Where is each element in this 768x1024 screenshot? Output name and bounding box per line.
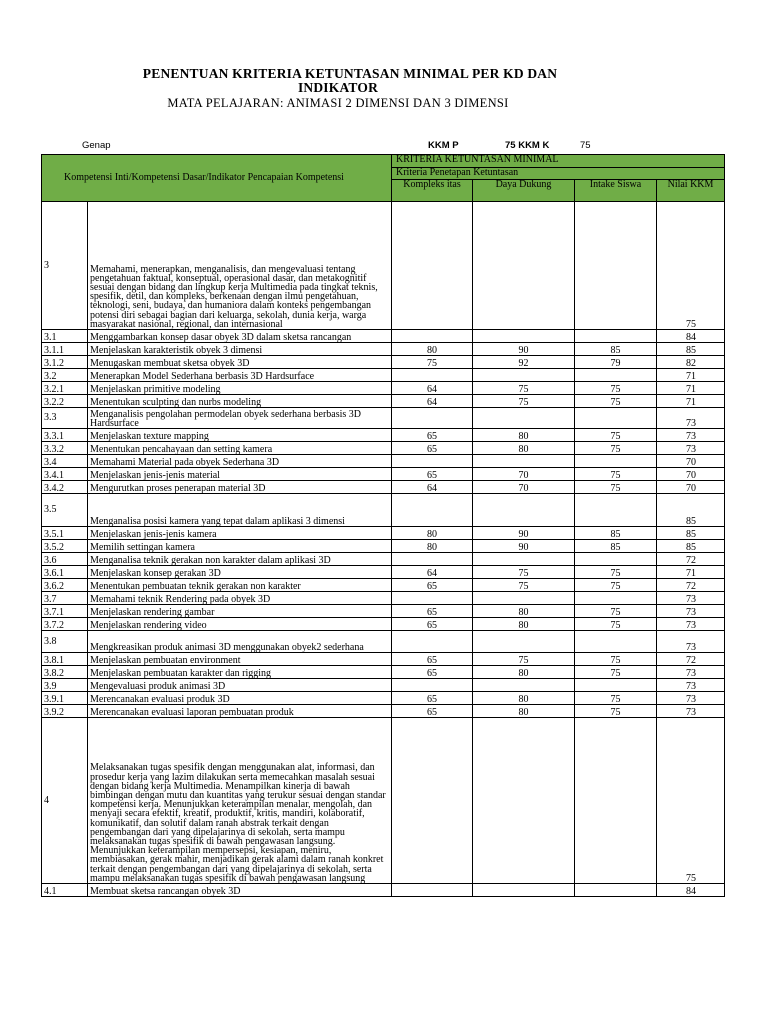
row-nilai-kkm: 73 xyxy=(657,692,725,705)
row-code: 3.7 xyxy=(42,592,88,605)
row-kompleksitas: 65 xyxy=(392,468,473,481)
row-daya-dukung xyxy=(473,330,575,343)
table-row xyxy=(42,395,725,408)
table-row xyxy=(42,705,725,718)
row-kompleksitas xyxy=(392,330,473,343)
row-intake-siswa: 75 xyxy=(575,382,657,395)
row-kompleksitas: 64 xyxy=(392,382,473,395)
row-description: Menentukan sculpting dan nurbs modeling xyxy=(88,395,392,408)
row-code: 3.2.2 xyxy=(42,395,88,408)
table-row xyxy=(42,468,725,481)
row-kompleksitas: 65 xyxy=(392,605,473,618)
table-row xyxy=(42,692,725,705)
table-row xyxy=(42,494,725,527)
row-daya-dukung: 90 xyxy=(473,540,575,553)
row-intake-siswa xyxy=(575,330,657,343)
row-intake-siswa xyxy=(575,884,657,897)
row-daya-dukung xyxy=(473,369,575,382)
row-daya-dukung xyxy=(473,202,575,330)
header-kompleksitas: Kompleks itas xyxy=(392,180,473,202)
row-intake-siswa: 75 xyxy=(575,442,657,455)
table-row xyxy=(42,605,725,618)
row-daya-dukung: 75 xyxy=(473,653,575,666)
table-row xyxy=(42,566,725,579)
row-nilai-kkm: 73 xyxy=(657,679,725,692)
row-code: 3.5.1 xyxy=(42,527,88,540)
row-code: 3.1.1 xyxy=(42,343,88,356)
row-nilai-kkm: 70 xyxy=(657,455,725,468)
row-daya-dukung: 90 xyxy=(473,343,575,356)
row-nilai-kkm: 73 xyxy=(657,666,725,679)
header-daya-dukung: Daya Dukung xyxy=(473,180,575,202)
kkm-k-value: 75 xyxy=(580,140,591,151)
row-code: 3.3 xyxy=(42,408,88,429)
table-row xyxy=(42,579,725,592)
row-daya-dukung: 92 xyxy=(473,356,575,369)
row-daya-dukung xyxy=(473,718,575,884)
row-code: 4.1 xyxy=(42,884,88,897)
row-daya-dukung: 75 xyxy=(473,382,575,395)
kkm-p-label: KKM P xyxy=(428,140,459,151)
row-nilai-kkm: 70 xyxy=(657,468,725,481)
row-kompleksitas xyxy=(392,679,473,692)
row-intake-siswa xyxy=(575,455,657,468)
row-intake-siswa: 85 xyxy=(575,343,657,356)
row-kompleksitas: 65 xyxy=(392,579,473,592)
row-description: Menganalisa teknik gerakan non karakter dalam aplikasi 3D xyxy=(88,553,392,566)
row-description: Membuat sketsa rancangan obyek 3D xyxy=(88,884,392,897)
row-kompleksitas: 80 xyxy=(392,343,473,356)
row-code: 3 xyxy=(42,202,88,330)
row-code: 3.2.1 xyxy=(42,382,88,395)
row-nilai-kkm: 85 xyxy=(657,494,725,527)
row-daya-dukung: 80 xyxy=(473,692,575,705)
row-nilai-kkm: 72 xyxy=(657,553,725,566)
row-code: 3.4.1 xyxy=(42,468,88,481)
row-daya-dukung: 80 xyxy=(473,705,575,718)
row-daya-dukung: 90 xyxy=(473,527,575,540)
row-nilai-kkm: 72 xyxy=(657,653,725,666)
header-kompetensi: Kompetensi Inti/Kompetensi Dasar/Indikator Pencapaian Kompetensi xyxy=(42,155,392,202)
row-kompleksitas: 80 xyxy=(392,527,473,540)
row-daya-dukung: 75 xyxy=(473,566,575,579)
row-description: Menjelaskan jenis-jenis material xyxy=(88,468,392,481)
row-nilai-kkm: 73 xyxy=(657,429,725,442)
row-intake-siswa: 75 xyxy=(575,481,657,494)
row-kompleksitas: 65 xyxy=(392,442,473,455)
row-code: 3.5.2 xyxy=(42,540,88,553)
row-kompleksitas xyxy=(392,369,473,382)
table-row xyxy=(42,202,725,330)
row-nilai-kkm: 85 xyxy=(657,540,725,553)
table-row xyxy=(42,553,725,566)
row-description: Memahami Material pada obyek Sederhana 3D xyxy=(88,455,392,468)
row-daya-dukung: 70 xyxy=(473,468,575,481)
row-daya-dukung: 80 xyxy=(473,605,575,618)
row-intake-siswa: 85 xyxy=(575,540,657,553)
row-kompleksitas: 75 xyxy=(392,356,473,369)
row-description: Menentukan pembuatan teknik gerakan non karakter xyxy=(88,579,392,592)
table-row xyxy=(42,356,725,369)
row-kompleksitas: 64 xyxy=(392,395,473,408)
row-nilai-kkm: 73 xyxy=(657,705,725,718)
row-nilai-kkm: 73 xyxy=(657,408,725,429)
document-title: PENENTUAN KRITERIA KETUNTASAN MINIMAL PER KD DAN xyxy=(142,66,558,81)
row-kompleksitas xyxy=(392,718,473,884)
row-nilai-kkm: 85 xyxy=(657,343,725,356)
row-nilai-kkm: 85 xyxy=(657,527,725,540)
row-description: Memahami teknik Rendering pada obyek 3D xyxy=(88,592,392,605)
table-row xyxy=(42,540,725,553)
row-kompleksitas xyxy=(392,884,473,897)
row-daya-dukung: 80 xyxy=(473,442,575,455)
header-criteria-group: Kriteria Penetapan Ketuntasan xyxy=(392,168,725,180)
row-code: 3.2 xyxy=(42,369,88,382)
row-daya-dukung xyxy=(473,553,575,566)
row-description: Merencanakan evaluasi laporan pembuatan produk xyxy=(88,705,392,718)
table-row xyxy=(42,330,725,343)
row-code: 3.6.1 xyxy=(42,566,88,579)
row-kompleksitas xyxy=(392,408,473,429)
table-row xyxy=(42,653,725,666)
row-kompleksitas xyxy=(392,592,473,605)
row-description: Menjelaskan texture mapping xyxy=(88,429,392,442)
row-nilai-kkm: 73 xyxy=(657,442,725,455)
row-description: Menjelaskan konsep gerakan 3D xyxy=(88,566,392,579)
row-intake-siswa: 75 xyxy=(575,566,657,579)
row-daya-dukung: 75 xyxy=(473,395,575,408)
row-daya-dukung: 75 xyxy=(473,579,575,592)
row-description: Menerapkan Model Sederhana berbasis 3D Hardsurface xyxy=(88,369,392,382)
row-kompleksitas xyxy=(392,631,473,653)
row-intake-siswa: 75 xyxy=(575,579,657,592)
row-nilai-kkm: 82 xyxy=(657,356,725,369)
row-kompleksitas: 65 xyxy=(392,618,473,631)
row-intake-siswa xyxy=(575,202,657,330)
row-code: 3.4.2 xyxy=(42,481,88,494)
row-daya-dukung xyxy=(473,884,575,897)
table-row xyxy=(42,481,725,494)
row-intake-siswa: 75 xyxy=(575,653,657,666)
row-description: Mengurutkan proses penerapan material 3D xyxy=(88,481,392,494)
row-daya-dukung: 80 xyxy=(473,666,575,679)
row-kompleksitas xyxy=(392,202,473,330)
row-description: Menjelaskan pembuatan karakter dan rigging xyxy=(88,666,392,679)
table-row xyxy=(42,718,725,884)
row-daya-dukung xyxy=(473,408,575,429)
table-row xyxy=(42,408,725,429)
row-daya-dukung xyxy=(473,455,575,468)
row-code: 3.7.1 xyxy=(42,605,88,618)
row-nilai-kkm: 71 xyxy=(657,566,725,579)
row-nilai-kkm: 84 xyxy=(657,884,725,897)
row-description: Menjelaskan pembuatan environment xyxy=(88,653,392,666)
row-kompleksitas xyxy=(392,494,473,527)
row-description: Menugaskan membuat sketsa obyek 3D xyxy=(88,356,392,369)
table-row xyxy=(42,592,725,605)
row-intake-siswa: 75 xyxy=(575,618,657,631)
row-description: Menjelaskan rendering video xyxy=(88,618,392,631)
table-body xyxy=(42,202,725,897)
row-nilai-kkm: 73 xyxy=(657,605,725,618)
row-code: 3.9 xyxy=(42,679,88,692)
row-code: 3.3.1 xyxy=(42,429,88,442)
row-description: Menjelaskan primitive modeling xyxy=(88,382,392,395)
row-intake-siswa xyxy=(575,631,657,653)
row-description: Menganalisa posisi kamera yang tepat dalam aplikasi 3 dimensi xyxy=(88,494,392,527)
row-code: 4 xyxy=(42,718,88,884)
row-intake-siswa: 75 xyxy=(575,395,657,408)
row-kompleksitas: 65 xyxy=(392,666,473,679)
row-kompleksitas: 65 xyxy=(392,653,473,666)
row-nilai-kkm: 73 xyxy=(657,631,725,653)
table-row xyxy=(42,679,725,692)
table-row xyxy=(42,369,725,382)
row-daya-dukung xyxy=(473,679,575,692)
row-intake-siswa: 75 xyxy=(575,692,657,705)
row-nilai-kkm: 71 xyxy=(657,369,725,382)
row-code: 3.3.2 xyxy=(42,442,88,455)
row-intake-siswa: 75 xyxy=(575,429,657,442)
row-nilai-kkm: 75 xyxy=(657,202,725,330)
semester-label: Genap xyxy=(82,140,111,151)
row-nilai-kkm: 71 xyxy=(657,382,725,395)
kkm-table xyxy=(41,154,725,897)
row-kompleksitas: 65 xyxy=(392,429,473,442)
row-code: 3.4 xyxy=(42,455,88,468)
row-intake-siswa: 75 xyxy=(575,468,657,481)
row-description: Memilih settingan kamera xyxy=(88,540,392,553)
row-code: 3.8.2 xyxy=(42,666,88,679)
row-intake-siswa: 75 xyxy=(575,666,657,679)
row-kompleksitas: 64 xyxy=(392,566,473,579)
row-nilai-kkm: 75 xyxy=(657,718,725,884)
row-description: Memahami, menerapkan, menganalisis, dan mengevaluasi tentang pengetahuan faktual, konseptual, operasional dasar, dan metakognitif sesuai dengan bidang dan lingkup kerja Multimedia pada tingkat teknis, spesifik, detil, dan kompleks, berkenaan dengan ilmu pengetahuan, teknologi, seni, budaya, dan humaniora dalam konteks pengembangan potensi diri sebagai bagian dari keluarga, sekolah, dunia kerja, warga masyarakat nasional, regional, dan internasional xyxy=(88,202,392,330)
row-kompleksitas: 64 xyxy=(392,481,473,494)
row-nilai-kkm: 84 xyxy=(657,330,725,343)
row-daya-dukung xyxy=(473,494,575,527)
row-intake-siswa xyxy=(575,494,657,527)
row-daya-dukung: 80 xyxy=(473,618,575,631)
table-row xyxy=(42,884,725,897)
row-intake-siswa: 75 xyxy=(575,605,657,618)
row-code: 3.6.2 xyxy=(42,579,88,592)
table-row xyxy=(42,666,725,679)
table-row xyxy=(42,429,725,442)
row-daya-dukung: 70 xyxy=(473,481,575,494)
row-code: 3.7.2 xyxy=(42,618,88,631)
row-code: 3.1.2 xyxy=(42,356,88,369)
row-nilai-kkm: 73 xyxy=(657,592,725,605)
row-code: 3.8.1 xyxy=(42,653,88,666)
table-row xyxy=(42,343,725,356)
row-description: Menganalisis pengolahan permodelan obyek sederhana berbasis 3D Hardsurface xyxy=(88,408,392,429)
table-row xyxy=(42,527,725,540)
row-description: Menjelaskan karakteristik obyek 3 dimensi xyxy=(88,343,392,356)
document-title-line2: INDIKATOR xyxy=(297,80,379,95)
header-kkm-group: KRITERIA KETUNTASAN MINIMAL xyxy=(392,155,725,168)
row-code: 3.1 xyxy=(42,330,88,343)
table-row xyxy=(42,618,725,631)
header-intake-siswa: Intake Siswa xyxy=(575,180,657,202)
table-row xyxy=(42,442,725,455)
row-kompleksitas xyxy=(392,553,473,566)
row-kompleksitas: 65 xyxy=(392,705,473,718)
row-code: 3.6 xyxy=(42,553,88,566)
document-subtitle: MATA PELAJARAN: ANIMASI 2 DIMENSI DAN 3 DIMENSI xyxy=(167,96,509,110)
table-row xyxy=(42,382,725,395)
row-daya-dukung xyxy=(473,631,575,653)
row-code: 3.8 xyxy=(42,631,88,653)
row-description: Mengevaluasi produk animasi 3D xyxy=(88,679,392,692)
kkm-k-label: 75 KKM K xyxy=(505,140,550,151)
row-daya-dukung: 80 xyxy=(473,429,575,442)
row-intake-siswa: 75 xyxy=(575,705,657,718)
row-kompleksitas: 80 xyxy=(392,540,473,553)
row-description: Menggambarkan konsep dasar obyek 3D dalam sketsa rancangan xyxy=(88,330,392,343)
row-description: Melaksanakan tugas spesifik dengan menggunakan alat, informasi, dan prosedur kerja yang lazim dilakukan serta memecahkan masalah sesuai dengan bidang kerja Multimedia. Menampilkan kinerja di bawah bimbingan dengan mutu dan kuantitas yang terukur sesuai dengan standar kompetensi kerja. Menunjukkan keterampilan menalar, mengolah, dan menyaji secara efektif, kreatif, produktif, kritis, mandiri, kolaboratif, komunikatif, dan solutif dalam ranah abstrak terkait dengan pengembangan dari yang dipelajarinya di sekolah, serta mampu melaksanakan tugas spesifik di bawah pengawasan langsung. Menunjukkan keterampilan mempersepsi, kesiapan, meniru, membiasakan, gerak mahir, menjadikan gerak alami dalam ranah konkret terkait dengan pengembangan dari yang dipelajarinya di sekolah, serta mampu melaksanakan tugas spesifik di bawah pengawasan langsung xyxy=(88,718,392,884)
row-description: Menjelaskan rendering gambar xyxy=(88,605,392,618)
row-description: Menjelaskan jenis-jenis kamera xyxy=(88,527,392,540)
row-intake-siswa xyxy=(575,592,657,605)
row-code: 3.5 xyxy=(42,494,88,527)
row-intake-siswa xyxy=(575,408,657,429)
row-nilai-kkm: 73 xyxy=(657,618,725,631)
row-intake-siswa xyxy=(575,369,657,382)
row-daya-dukung xyxy=(473,592,575,605)
row-intake-siswa xyxy=(575,718,657,884)
table-row xyxy=(42,631,725,653)
row-intake-siswa: 79 xyxy=(575,356,657,369)
row-nilai-kkm: 70 xyxy=(657,481,725,494)
table-row xyxy=(42,455,725,468)
row-code: 3.9.1 xyxy=(42,692,88,705)
row-intake-siswa xyxy=(575,679,657,692)
row-kompleksitas xyxy=(392,455,473,468)
header-nilai-kkm: Nilai KKM xyxy=(657,180,725,202)
row-code: 3.9.2 xyxy=(42,705,88,718)
row-intake-siswa: 85 xyxy=(575,527,657,540)
row-description: Merencanakan evaluasi produk 3D xyxy=(88,692,392,705)
row-kompleksitas: 65 xyxy=(392,692,473,705)
row-intake-siswa xyxy=(575,553,657,566)
row-nilai-kkm: 71 xyxy=(657,395,725,408)
row-description: Mengkreasikan produk animasi 3D menggunakan obyek2 sederhana xyxy=(88,631,392,653)
row-description: Menentukan pencahayaan dan setting kamera xyxy=(88,442,392,455)
row-nilai-kkm: 72 xyxy=(657,579,725,592)
